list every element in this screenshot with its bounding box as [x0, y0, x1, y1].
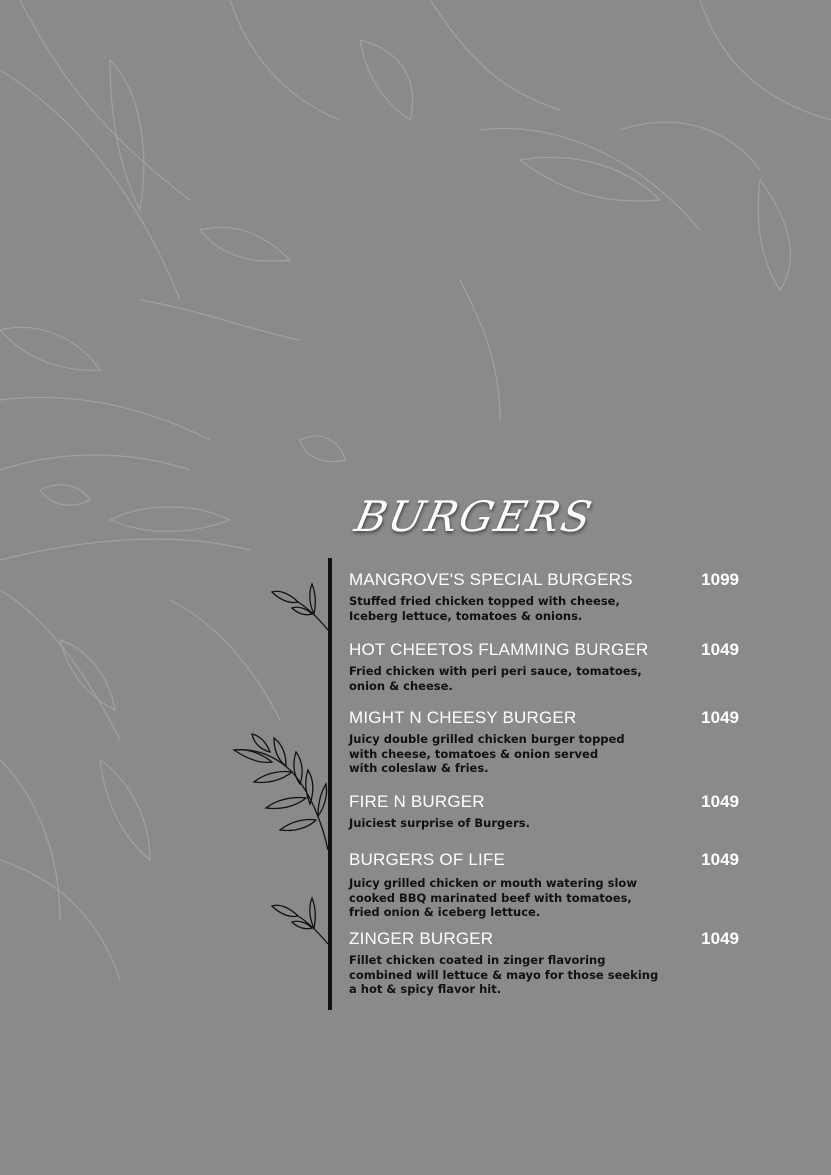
- section-title: BURGERS: [350, 492, 598, 541]
- item-name: BURGERS OF LIFE: [349, 850, 506, 869]
- leaf-sprig-icon: [268, 892, 332, 948]
- leaf-sprig-icon: [268, 578, 332, 634]
- item-description: Juiciest surprise of Burgers.: [349, 816, 530, 830]
- item-price: 1049: [701, 708, 739, 727]
- item-price: 1049: [701, 850, 739, 869]
- item-name: HOT CHEETOS FLAMMING BURGER: [349, 640, 649, 659]
- item-price: 1049: [701, 792, 739, 811]
- item-description: Fillet chicken coated in zinger flavoring combined will lettuce & mayo for those seeking a hot & spicy flavor hit.: [349, 953, 659, 996]
- item-name: ZINGER BURGER: [349, 929, 494, 948]
- leaf-sprig-icon: [226, 732, 332, 852]
- item-price: 1049: [701, 640, 739, 659]
- item-name: MIGHT N CHEESY BURGER: [349, 708, 577, 727]
- item-description: Fried chicken with peri peri sauce, tomatoes, onion & cheese.: [349, 664, 642, 693]
- item-name: FIRE N BURGER: [349, 792, 485, 811]
- item-price: 1099: [701, 570, 739, 589]
- item-name: MANGROVE'S SPECIAL BURGERS: [349, 570, 633, 589]
- item-description: Juicy double grilled chicken burger topped with cheese, tomatoes & onion served with coleslaw & fries.: [349, 732, 625, 775]
- item-description: Juicy grilled chicken or mouth watering slow cooked BBQ marinated beef with tomatoes, fried onion & iceberg lettuce.: [349, 876, 637, 919]
- item-price: 1049: [701, 929, 739, 948]
- item-description: Stuffed fried chicken topped with cheese, Iceberg lettuce, tomatoes & onions.: [349, 594, 620, 623]
